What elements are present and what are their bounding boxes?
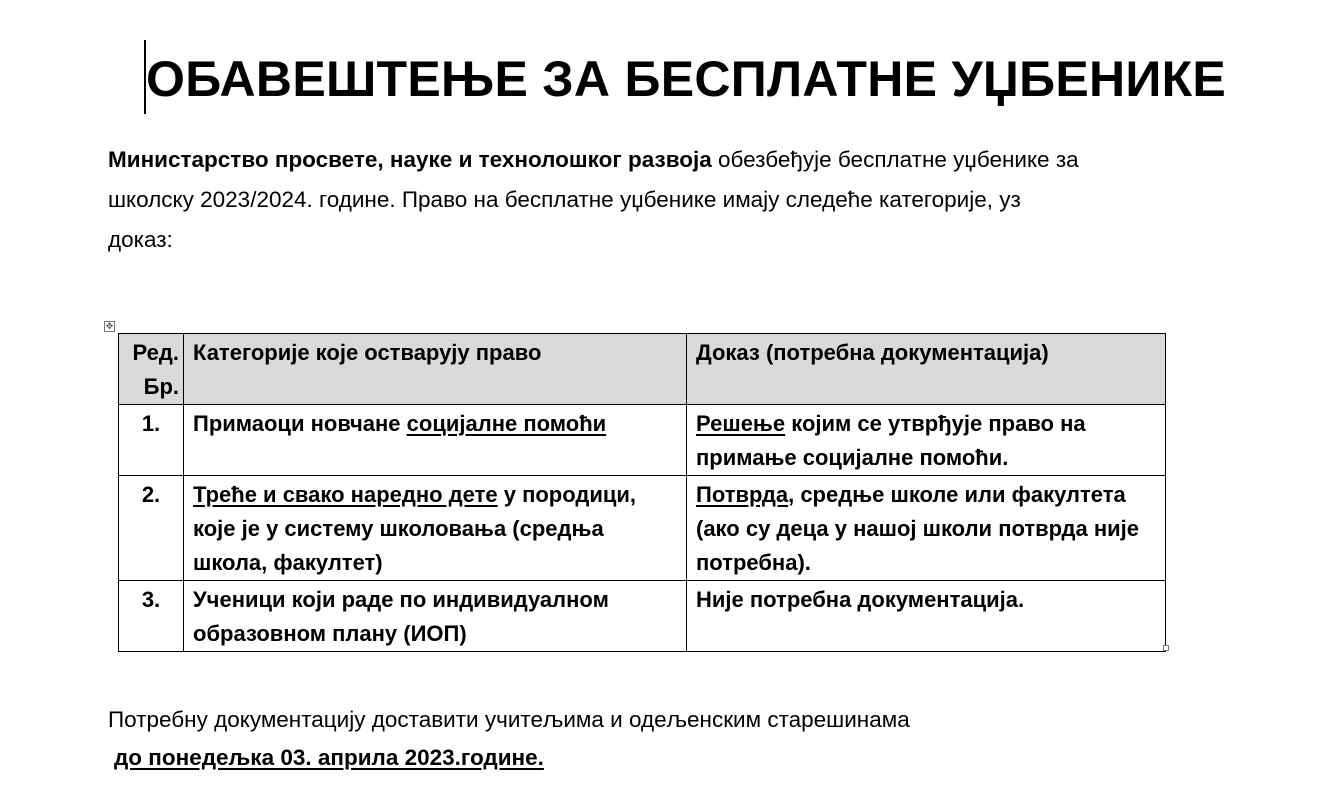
row-category [184, 405, 687, 476]
footer-paragraph [108, 701, 910, 777]
row-proof [687, 405, 1166, 476]
table-row [119, 581, 1166, 652]
intro-text-2: школску 2023/2024. године. Право на бесплатне уџбенике имају следеће категорије, уз [108, 187, 1021, 212]
table-resize-handle[interactable] [1163, 645, 1169, 651]
table-move-handle-icon[interactable]: ✥ [105, 321, 114, 331]
proof-underlined: Решење [696, 411, 786, 436]
intro-paragraph [108, 140, 1198, 260]
header-category: Категорије које остварују право [184, 334, 687, 405]
table-row [119, 476, 1166, 581]
proof-text: , средње школе или факултета (ако су деца у нашој школи потврда није потребна). [696, 482, 1140, 575]
ministry-name: Министарство просвете, науке и технолошког развоја [108, 147, 712, 172]
category-text: у породици, које је у систему школовања (средња школа, факултет) [193, 482, 637, 575]
table-header-row [119, 334, 1166, 405]
category-underlined: социјалне помоћи [406, 411, 607, 436]
table-row [119, 405, 1166, 476]
header-number-line1: Ред. [132, 340, 179, 365]
footer-text: Потребну документацију доставити учитељима и одељенским старешинама [108, 707, 910, 732]
row-number: 2. [119, 476, 184, 581]
row-proof: Није потребна документација. [687, 581, 1166, 652]
header-number [119, 334, 184, 405]
category-underlined: Треће и свако наредно дете [193, 482, 498, 507]
row-number: 1. [119, 405, 184, 476]
row-number: 3. [119, 581, 184, 652]
row-category [184, 476, 687, 581]
categories-table [118, 333, 1166, 652]
intro-text-1: обезбеђује бесплатне уџбенике за [711, 147, 1079, 172]
document-title: ОБАВЕШТЕЊЕ ЗА БЕСПЛАТНЕ УЏБЕНИКЕ [146, 51, 1227, 107]
proof-underlined: Потврда [696, 482, 789, 507]
proof-text: којим се утврђује право на примање социјалне помоћи. [696, 411, 1086, 470]
deadline-text: до понедељка 03. априла 2023.године. [114, 745, 544, 770]
intro-text-3: доказ: [108, 227, 173, 252]
header-number-line2: Бр. [143, 374, 179, 399]
category-text: Примаоци новчане [193, 411, 407, 436]
row-proof [687, 476, 1166, 581]
row-category: Ученици који раде по индивидуалном образовном плану (ИОП) [184, 581, 687, 652]
header-proof: Доказ (потребна документација) [687, 334, 1166, 405]
